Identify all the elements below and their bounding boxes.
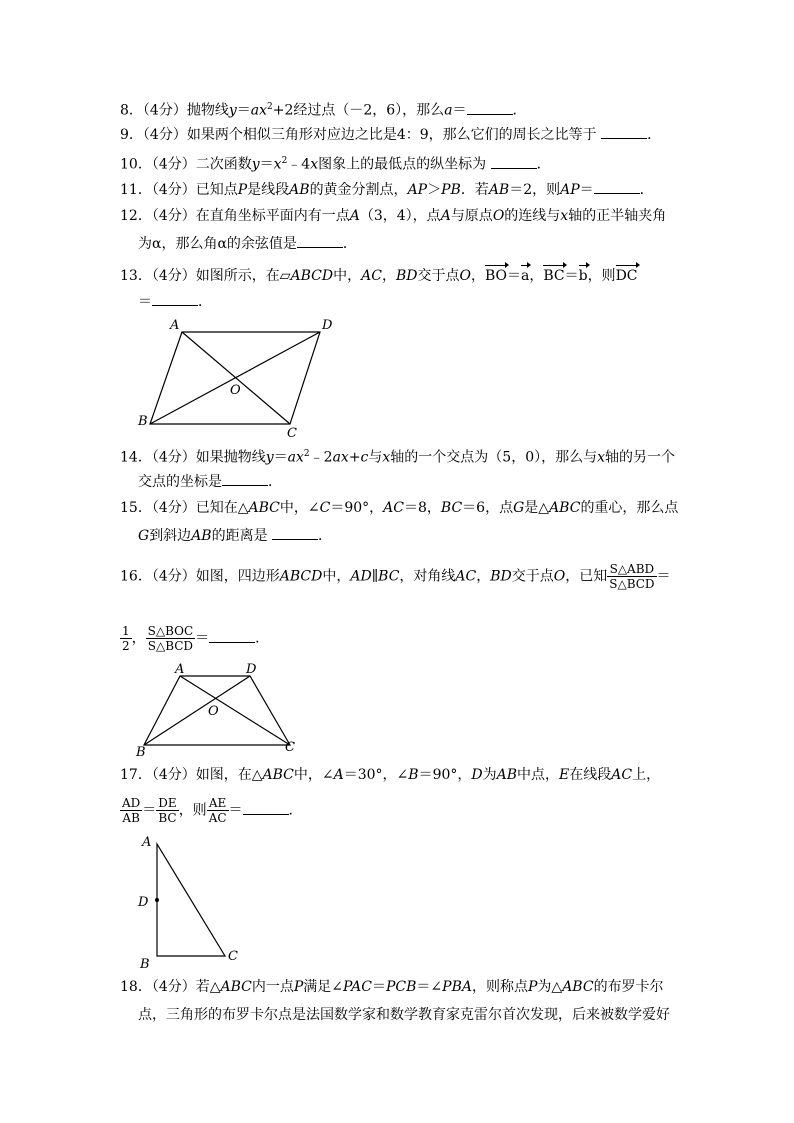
- answer-blank[interactable]: [243, 801, 289, 815]
- question-16: 16．（4分）如图，四边形ABCD中，AD∥BC，对角线AC，BD交于点O，已知 $\frac{\text{S△ABD}}{\text{S△BCD}}$ ＝: [120, 562, 671, 591]
- figure-trapezoid: [130, 660, 310, 760]
- question-11: 11．（4分）已知点P是线段AB的黄金分割点，AP＞PB．若AB＝2，则AP＝ ．: [120, 182, 654, 198]
- question-12: 12．（4分）在直角坐标平面内有一点A（3，4），点A与原点O的连线与x轴的正半轴夹角: [120, 208, 667, 224]
- question-17-line-2: $\frac{AD}{AB}$ ＝ $\frac{DE}{BC}$ ，则 $\frac{AE}{AC}$ ＝ ．: [122, 796, 303, 825]
- answer-blank[interactable]: [297, 234, 343, 248]
- vector-dc: DC: [616, 262, 638, 285]
- question-13-line-2: ＝ ．: [138, 294, 212, 310]
- fraction-half: $\frac{1}{2}$: [122, 624, 130, 653]
- label-d: D: [246, 662, 257, 677]
- label-o: O: [208, 704, 219, 719]
- question-14: 14．（4分）如果抛物线$y=ax^2﹣2ax+c$与x轴的一个交点为（5，0），那么与x轴的另一个: [120, 449, 676, 466]
- question-10: 10．（4分）二次函数$y=x^2﹣4x$图象上的最低点的纵坐标为 ．: [120, 156, 551, 173]
- answer-blank[interactable]: [222, 472, 268, 486]
- question-17: 17．（4分）如图，在△ABC中，∠A＝30°，∠B＝90°，D为AB中点，E在线段AC上，: [120, 767, 661, 783]
- label-a: A: [175, 662, 185, 677]
- question-14-line-2: 交点的坐标是 ．: [138, 474, 282, 490]
- question-15-line-2: G到斜边AB的距离是 ．: [138, 528, 333, 544]
- label-c: C: [287, 426, 297, 440]
- answer-blank[interactable]: [272, 526, 318, 540]
- question-12-line-2: 为α，那么角α的余弦值是 ．: [138, 236, 357, 252]
- label-c: C: [228, 949, 238, 964]
- vector-bc: BC: [543, 262, 564, 285]
- question-16-line-2: $\frac{1}{2}$ ， $\frac{\text{S△BOC}}{\text{S△BCD}}$ ＝ ．: [122, 624, 270, 653]
- label-b: B: [138, 414, 148, 429]
- figure-parallelogram: [130, 315, 350, 440]
- fraction-boc-bcd: $\frac{\text{S△BOC}}{\text{S△BCD}}$: [147, 624, 194, 653]
- vector-b: b: [579, 262, 588, 285]
- label-o: O: [230, 383, 241, 398]
- label-c: C: [285, 740, 295, 755]
- label-d: D: [322, 318, 333, 333]
- answer-blank[interactable]: [467, 101, 513, 115]
- label-b: B: [136, 745, 146, 760]
- question-18-line-2: 点，三角形的布罗卡尔点是法国数学家和数学教育家克雷尔首次发现，后来被数学爱好: [138, 1007, 670, 1023]
- fraction-ae-ac: $\frac{AE}{AC}$: [208, 796, 227, 825]
- label-b: B: [140, 957, 150, 972]
- question-9: 9．（4分）如果两个相似三角形对应边之比是4：9，那么它们的周长之比等于 ．: [120, 127, 662, 143]
- fraction-abd-bcd: $\frac{\text{S△ABD}}{\text{S△BCD}}$: [609, 562, 655, 591]
- answer-blank[interactable]: [209, 629, 255, 643]
- label-d: D: [138, 895, 149, 910]
- answer-blank[interactable]: [601, 125, 647, 139]
- vector-a: a: [521, 262, 529, 285]
- vector-bo: BO: [485, 262, 507, 285]
- figure-right-triangle: [130, 832, 260, 972]
- answer-blank[interactable]: [594, 180, 640, 194]
- question-15: 15．（4分）已知在△ABC中，∠C＝90°，AC＝8，BC＝6，点G是△ABC的重心，那么点: [120, 500, 679, 516]
- fraction-ad-ab: $\frac{AD}{AB}$: [122, 796, 141, 825]
- question-18: 18．（4分）若△ABC内一点P满足∠PAC＝PCB＝∠PBA，则称点P为△ABC的布罗卡尔: [120, 979, 664, 995]
- question-13: 13．（4分）如图所示，在▱ABCD中，AC，BD交于点O，BO＝a，BC＝b，则DC: [120, 262, 638, 285]
- question-8: 8．（4分）抛物线$y=ax^2+2$经过点（－2，6），那么a＝ ．: [120, 102, 527, 119]
- label-a: A: [142, 835, 152, 850]
- label-a: A: [170, 318, 180, 333]
- answer-blank[interactable]: [152, 292, 198, 306]
- answer-blank[interactable]: [491, 155, 537, 169]
- fraction-de-bc: $\frac{DE}{BC}$: [158, 796, 177, 825]
